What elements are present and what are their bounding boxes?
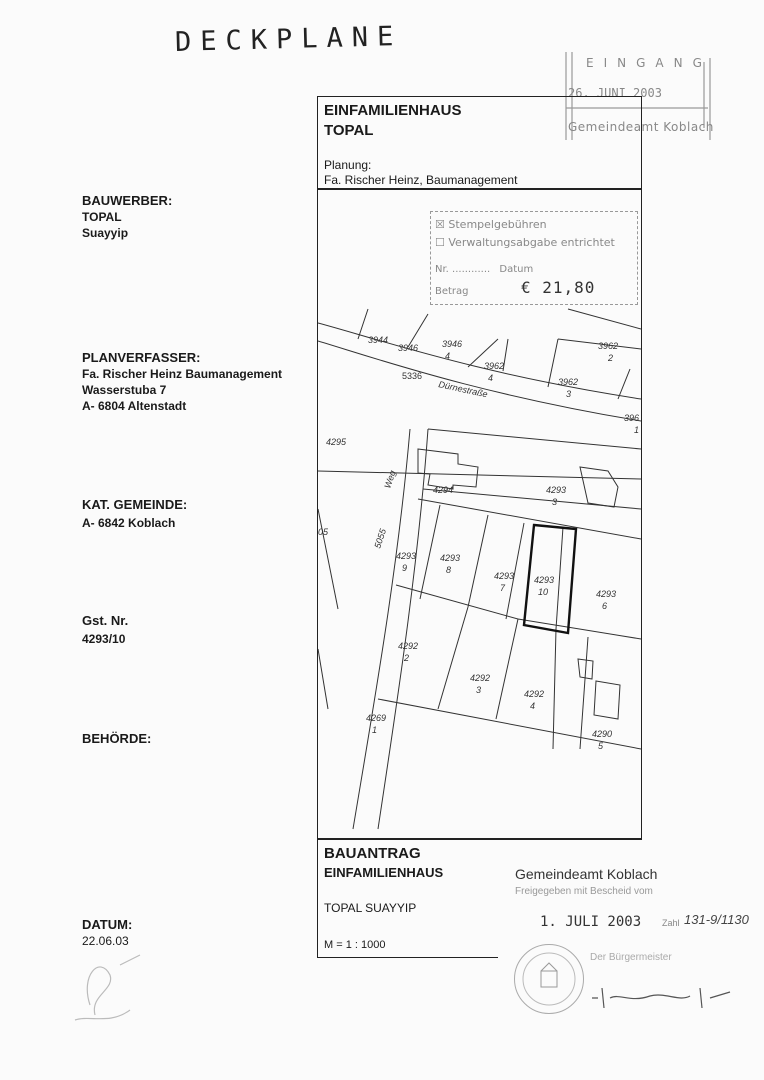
approval-zahl-label: Zahl: [662, 918, 680, 928]
datum-label: DATUM:: [82, 917, 133, 932]
parcel-label: 4: [445, 351, 451, 361]
bauantrag-box: [317, 838, 498, 958]
planverfasser-line2: Wasserstuba 7: [82, 383, 167, 397]
approval-office: Gemeindeamt Koblach: [515, 866, 658, 882]
parcel-label: 3: [552, 497, 558, 507]
parcel-label: 2: [608, 353, 614, 363]
parcel-label: 2: [404, 653, 410, 663]
approval-zahl-value: 131-9/1130: [684, 912, 749, 927]
approval-released: Freigegeben mit Bescheid vom: [515, 886, 653, 897]
planverfasser-line1: Fa. Rischer Heinz Baumanagement: [82, 367, 283, 381]
parcel-label: 4292: [524, 689, 545, 699]
parcel-label: 7: [500, 583, 506, 593]
parcel-label: 4292: [398, 641, 419, 651]
behoerde-label: BEHÖRDE:: [82, 731, 152, 746]
street-name-2: Weg: [382, 469, 398, 490]
handwritten-title: DECKPLANE: [174, 21, 403, 58]
street-name-1: Dürnestraße: [437, 379, 489, 400]
datum-value: 22.06.03: [82, 934, 129, 948]
parcel-label: 4293: [596, 589, 617, 599]
fee-nr-label: Nr. ............: [435, 264, 491, 275]
parcel-label: 4294: [433, 485, 454, 495]
parcel-label: 3946: [398, 343, 419, 353]
fee-option2: [435, 236, 615, 249]
approval-date: 1. JULI 2003: [540, 914, 642, 930]
bauwerber-line2: Suayyip: [82, 226, 129, 240]
parcel-label: 4: [530, 701, 536, 711]
parcel-label: 3944: [368, 335, 389, 345]
map-frame: [317, 188, 642, 840]
title-block-header: [317, 96, 642, 190]
signature-scribble: [60, 935, 160, 1035]
parcel-label: 4269: [366, 713, 387, 723]
parcel-label: 4: [488, 373, 494, 383]
fee-betrag-value: € 21,80: [521, 278, 596, 297]
parcel-label: 3: [566, 389, 572, 399]
parcel-label: 3962: [598, 341, 619, 351]
bauantrag-name: TOPAL SUAYYIP: [324, 901, 417, 915]
fee-nr: [435, 264, 533, 275]
parcel-label: 4293: [396, 551, 417, 561]
fee-option2-label: Verwaltungsabgabe entrichtet: [448, 236, 615, 249]
planverfasser-block: [82, 349, 282, 414]
fee-stamp: [430, 211, 638, 305]
fee-option1: [435, 218, 547, 231]
planung-value: Fa. Rischer Heinz, Baumanagement: [324, 173, 518, 187]
parcel-label: 3962: [558, 377, 579, 387]
bauwerber-block: [82, 192, 172, 241]
kat-gemeinde-value: A- 6842 Koblach: [82, 516, 176, 530]
eingang-title: EINGANG: [586, 56, 712, 70]
municipal-seal: [514, 944, 584, 1014]
checkbox-empty-icon: ☐: [435, 236, 445, 249]
bauwerber-line1: TOPAL: [82, 210, 122, 224]
gst-value: 4293/10: [82, 632, 126, 646]
eingang-date: 26. JUNI 2003: [568, 86, 662, 100]
gst-block: [82, 612, 128, 647]
planverfasser-line3: A- 6804 Altenstadt: [82, 399, 187, 413]
parcel-label: 5: [598, 741, 604, 751]
parcel-label: 3946: [442, 339, 463, 349]
approval-mayor: Der Bürgermeister: [590, 952, 672, 963]
kat-gemeinde-label: KAT. GEMEINDE:: [82, 497, 188, 512]
project-title-line1: EINFAMILIENHAUS: [324, 102, 462, 119]
parcel-label: 4290: [592, 729, 613, 739]
bauantrag-scale: M = 1 : 1000: [324, 939, 386, 951]
parcel-label: 9: [402, 563, 408, 573]
parcel-label: 4295: [326, 437, 347, 447]
seal-emblem-icon: [515, 945, 583, 1013]
eingang-office: Gemeindeamt Koblach: [568, 120, 714, 134]
parcel-label: 4293: [546, 485, 567, 495]
planung-label: Planung:: [324, 158, 372, 172]
kat-gemeinde-block: [82, 496, 187, 531]
project-title-line2: TOPAL: [324, 122, 374, 139]
parcel-label: 1: [372, 725, 378, 735]
parcel-label: 4293: [534, 575, 555, 585]
mayor-signature: [590, 978, 740, 1018]
parcel-label: 05: [318, 527, 329, 537]
checkbox-checked-icon: ☒: [435, 218, 445, 231]
parcel-label: 396: [624, 413, 640, 423]
parcel-label: 8: [446, 565, 452, 575]
bottom-box-top-rule: [497, 838, 641, 839]
parcel-label: 6: [602, 601, 608, 611]
parcel-label: 4293: [440, 553, 461, 563]
street-number-2: 5055: [372, 527, 389, 550]
parcel-label: 3962: [484, 361, 505, 371]
gst-label: Gst. Nr.: [82, 613, 129, 628]
parcel-label: 4293: [494, 571, 515, 581]
fee-datum-label: Datum: [499, 264, 534, 275]
fee-option1-label: Stempelgebühren: [448, 218, 547, 231]
parcel-label: 4292: [470, 673, 491, 683]
parcel-label: 3: [476, 685, 482, 695]
parcel-label: 10: [538, 587, 549, 597]
parcel-label: 1: [634, 425, 640, 435]
bauantrag-subtitle: EINFAMILIENHAUS: [324, 865, 444, 880]
street-number-1: 5336: [402, 371, 423, 381]
fee-betrag-label: Betrag: [435, 286, 469, 297]
planverfasser-label: PLANVERFASSER:: [82, 350, 201, 365]
bauantrag-title: BAUANTRAG: [324, 845, 421, 862]
bauwerber-label: BAUWERBER:: [82, 193, 173, 208]
